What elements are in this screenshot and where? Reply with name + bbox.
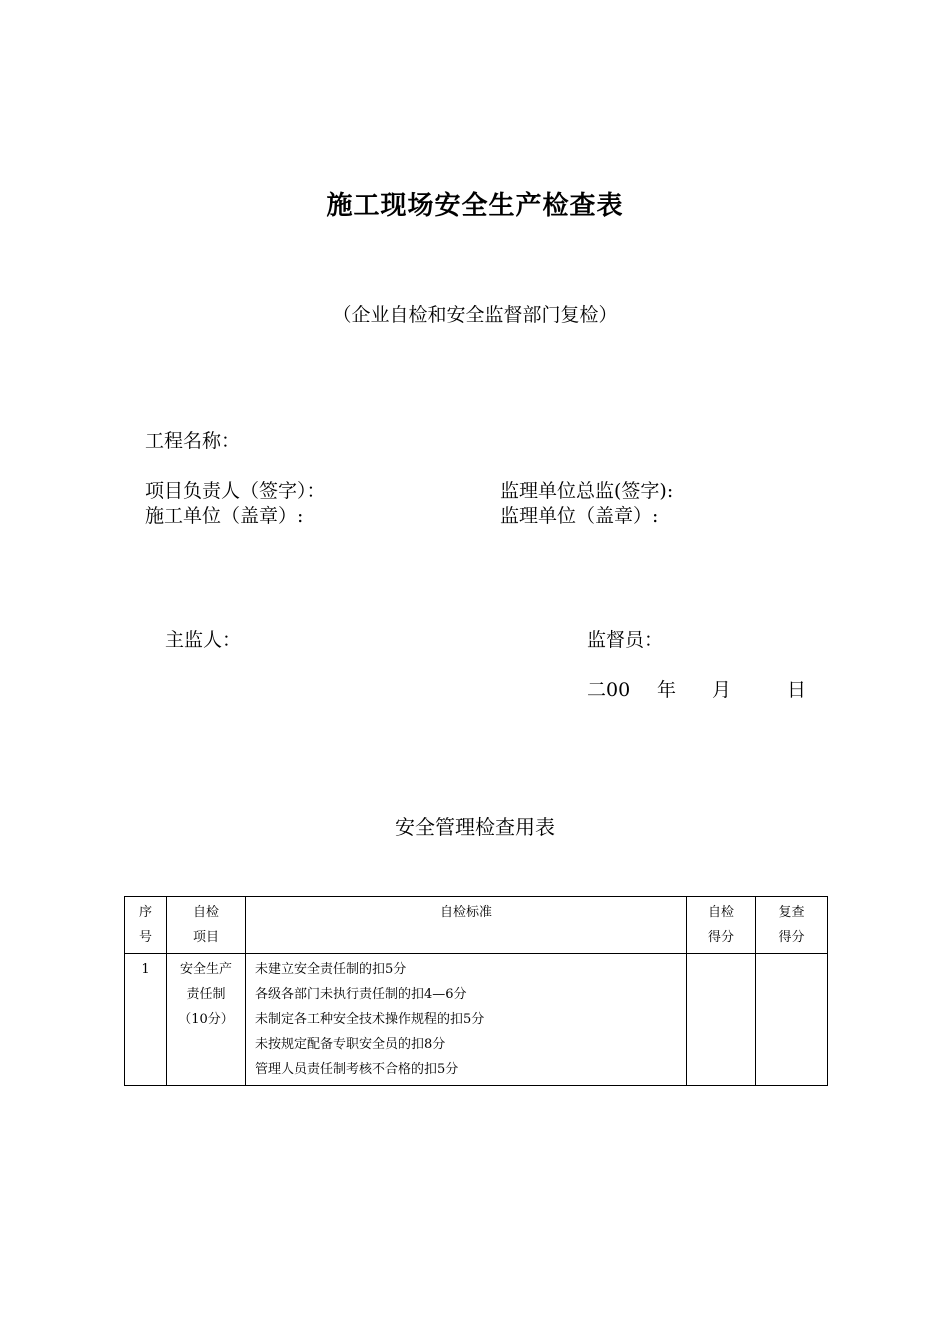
document-title: 施工现场安全生产检查表 — [326, 191, 624, 221]
section-title: 安全管理检查用表 — [395, 815, 555, 839]
header-item — [167, 897, 246, 954]
project-manager-sign-field: 项目负责人（签字）： — [145, 480, 326, 502]
row-standards — [246, 954, 687, 1086]
inspector-field: 监督员： — [587, 629, 664, 651]
project-name-field: 工程名称： — [145, 430, 241, 452]
row-item-line: 责任制 — [186, 987, 226, 1002]
header-self-score-line: 得分 — [707, 930, 734, 945]
standard-line: 管理人员责任制考核不合格的扣5分 — [255, 1062, 459, 1077]
row-item-line: （10分） — [178, 1012, 234, 1027]
document-subtitle: （企业自检和安全监督部门复检） — [332, 304, 618, 326]
date-year-label: 年 — [657, 679, 677, 701]
header-seq-line: 序 — [138, 905, 152, 920]
row-seq: 1 — [125, 954, 167, 1086]
header-recheck-score-line: 复查 — [778, 905, 805, 920]
date-day-label: 日 — [787, 679, 807, 701]
standard-line: 未按规定配备专职安全员的扣8分 — [255, 1037, 446, 1052]
supervision-unit-seal-field: 监理单位（盖章）: — [500, 505, 659, 527]
header-seq-line: 号 — [138, 930, 152, 945]
header-seq — [125, 897, 167, 954]
header-recheck-score-line: 得分 — [778, 930, 805, 945]
date-line — [587, 675, 806, 702]
contractor-seal-field: 施工单位（盖章）: — [145, 505, 304, 527]
standard-line: 各级各部门未执行责任制的扣4—6分 — [255, 987, 467, 1002]
standard-line: 未建立安全责任制的扣5分 — [255, 962, 407, 977]
table-header-row — [125, 897, 828, 954]
table-row — [125, 954, 828, 1086]
header-standard: 自检标准 — [246, 897, 687, 954]
row-item-line: 安全生产 — [179, 962, 232, 977]
header-item-line: 自检 — [192, 905, 219, 920]
safety-check-table — [124, 896, 828, 1086]
lead-supervisor-field: 主监人： — [165, 629, 242, 651]
header-self-score — [687, 897, 756, 954]
header-self-score-line: 自检 — [707, 905, 734, 920]
row-recheck-score-cell[interactable] — [756, 954, 828, 1086]
date-month-label: 月 — [712, 679, 732, 701]
standard-line: 未制定各工种安全技术操作规程的扣5分 — [255, 1012, 485, 1027]
header-item-line: 项目 — [192, 930, 219, 945]
header-recheck-score — [756, 897, 828, 954]
date-prefix: 二00 — [587, 679, 631, 701]
row-self-score-cell[interactable] — [687, 954, 756, 1086]
supervision-director-sign-field: 监理单位总监(签字): — [500, 480, 674, 502]
row-item — [167, 954, 246, 1086]
